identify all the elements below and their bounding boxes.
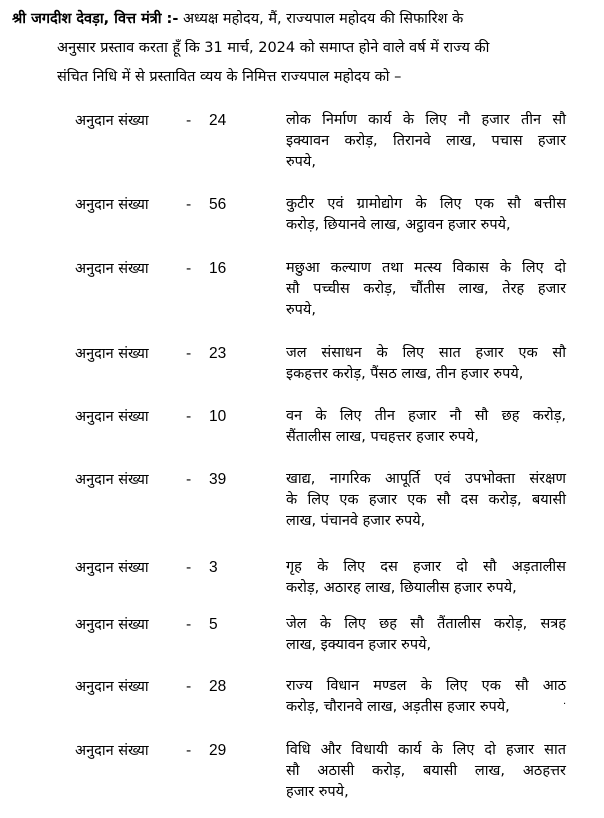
- grant-description: [286, 614, 566, 656]
- grant-description-line: जल संसाधन के लिए सात हजार एक सौ: [286, 345, 566, 361]
- grant-label: अनुदान संख्या: [75, 197, 149, 213]
- grant-dash: -: [186, 261, 192, 277]
- grant-description: [286, 740, 566, 803]
- grant-description-line: इक्यावन करोड़, तिरानवे लाख, पचास हजार: [286, 133, 566, 149]
- grant-label: अनुदान संख्या: [75, 409, 149, 425]
- stray-mark: .: [563, 696, 567, 707]
- grant-description-line: लोक निर्माण कार्य के लिए नौ हजार तीन सौ: [286, 112, 566, 128]
- grant-label: अनुदान संख्या: [75, 679, 149, 695]
- grant-dash: -: [186, 197, 192, 213]
- grant-description: [286, 258, 566, 321]
- grant-description-line: सौ पच्चीस करोड़, चौंतीस लाख, तेरह हजार: [286, 281, 566, 297]
- grant-description-line: रुपये,: [286, 154, 316, 170]
- grant-dash: -: [186, 560, 192, 576]
- grant-number: 10: [209, 408, 227, 425]
- grant-description-line: विधि और विधायी कार्य के लिए दो हजार सात: [286, 742, 566, 758]
- grant-dash: -: [186, 409, 192, 425]
- grant-description-line: इकहत्तर करोड़, पैंसठ लाख, तीन हजार रुपये,: [286, 366, 524, 382]
- grant-description-line: वन के लिए तीन हजार नौ सौ छह करोड़,: [286, 408, 566, 424]
- grant-description: [286, 406, 566, 448]
- grant-description-line: लाख, इक्यावन हजार रुपये,: [286, 637, 432, 653]
- intro-line-1: [12, 8, 582, 37]
- intro-line-2: अनुसार प्रस्ताव करता हूँ कि 31 मार्च, 2024 को समाप्त होने वाले वर्ष में राज्य की: [57, 40, 490, 56]
- grant-number: 23: [209, 345, 227, 362]
- intro-line-1-text: अध्यक्ष महोदय, मैं, राज्यपाल महोदय की सिफारिश के: [178, 11, 464, 27]
- grant-number: 24: [209, 112, 227, 129]
- grant-description-line: मछुआ कल्याण तथा मत्स्य विकास के लिए दो: [286, 260, 566, 276]
- grant-description-line: हजार रुपये,: [286, 784, 349, 800]
- grant-description-line: कुटीर एवं ग्रामोद्योग के लिए एक सौ बत्तीस: [286, 196, 566, 212]
- grant-description: [286, 676, 566, 718]
- grant-label: अनुदान संख्या: [75, 617, 149, 633]
- intro-paragraph: [12, 8, 582, 95]
- grant-label: अनुदान संख्या: [75, 743, 149, 759]
- grant-description-line: के लिए एक हजार एक सौ दस करोड़, बयासी: [286, 492, 566, 508]
- grant-number: 56: [209, 196, 227, 213]
- grant-description-line: राज्य विधान मण्डल के लिए एक सौ आठ: [286, 678, 566, 694]
- grant-number: 3: [209, 559, 218, 576]
- grant-number: 5: [209, 616, 218, 633]
- grant-label: अनुदान संख्या: [75, 560, 149, 576]
- grant-description-line: करोड़, अठारह लाख, छियालीस हजार रुपये,: [286, 580, 517, 596]
- grant-number: 29: [209, 742, 227, 759]
- grant-description-line: गृह के लिए दस हजार दो सौ अड़तालीस: [286, 559, 566, 575]
- grant-description-line: सौ अठासी करोड़, बयासी लाख, अठहत्तर: [286, 763, 566, 779]
- grant-number: 16: [209, 260, 227, 277]
- grant-description-line: लाख, पंचानवे हजार रुपये,: [286, 513, 426, 529]
- grant-number: 39: [209, 471, 227, 488]
- grant-description-line: खाद्य, नागरिक आपूर्ति एवं उपभोक्ता संरक्षण: [286, 471, 566, 487]
- grant-description: [286, 557, 566, 599]
- grant-description-line: सैंतालीस लाख, पचहत्तर हजार रुपये,: [286, 429, 479, 445]
- grant-dash: -: [186, 679, 192, 695]
- grant-label: अनुदान संख्या: [75, 113, 149, 129]
- intro-line-3: संचित निधि में से प्रस्तावित व्यय के निमित्त राज्यपाल महोदय को –: [57, 69, 402, 85]
- grant-description: [286, 343, 566, 385]
- grant-label: अनुदान संख्या: [75, 261, 149, 277]
- grant-dash: -: [186, 346, 192, 362]
- grant-description: [286, 110, 566, 173]
- grant-label: अनुदान संख्या: [75, 472, 149, 488]
- grant-label: अनुदान संख्या: [75, 346, 149, 362]
- grant-description-line: करोड़, छियानवे लाख, अट्ठावन हजार रुपये,: [286, 217, 511, 233]
- grant-number: 28: [209, 678, 227, 695]
- speaker-name: श्री जगदीश देवड़ा, वित्त मंत्री :-: [12, 11, 179, 27]
- grant-dash: -: [186, 617, 192, 633]
- grant-description-line: करोड़, चौरानवे लाख, अड़तीस हजार रुपये,: [286, 699, 510, 715]
- grant-dash: -: [186, 113, 192, 129]
- grant-description: [286, 469, 566, 532]
- grant-description: [286, 194, 566, 236]
- grant-description-line: जेल के लिए छह सौ तैंतालीस करोड़, सत्रह: [286, 616, 566, 632]
- grant-dash: -: [186, 472, 192, 488]
- grant-description-line: रुपये,: [286, 302, 316, 318]
- grant-dash: -: [186, 743, 192, 759]
